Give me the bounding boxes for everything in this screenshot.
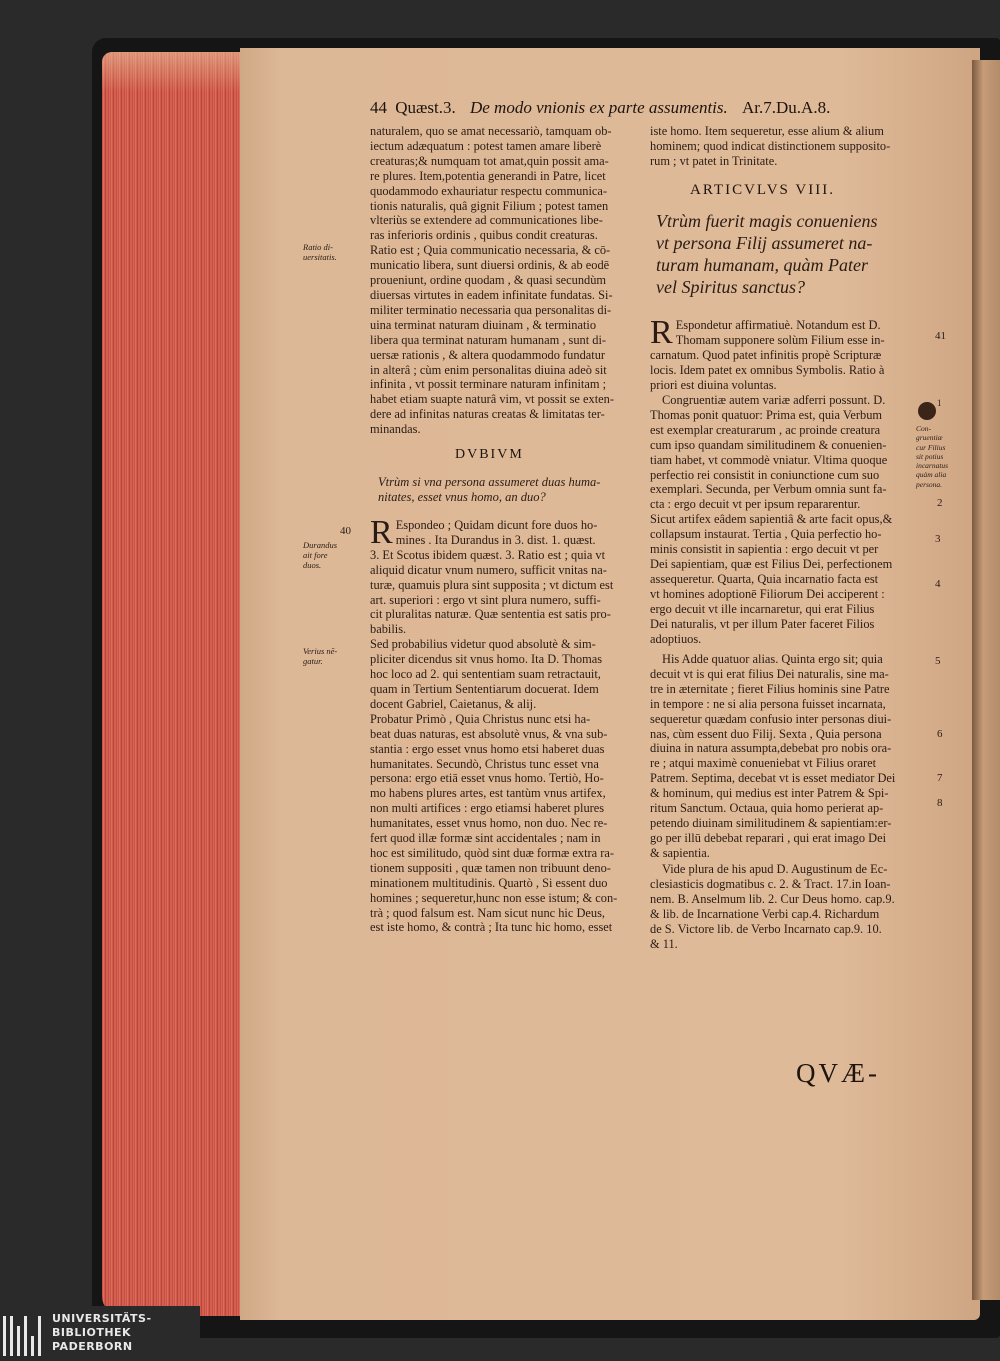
margin-number-6: 6 — [937, 728, 943, 740]
text-line: Thomam supponere solùm Filium esse in- — [675, 332, 885, 347]
article-para-2 — [650, 393, 892, 646]
margin-note-durandus — [303, 540, 337, 570]
text-line: petendo diuinam similitudinem & sapientiam:er- — [650, 815, 892, 830]
margin-line: incarnatus — [916, 461, 949, 471]
text-line: humanitates. Secundò, Christus tunc esset vna — [370, 756, 599, 771]
dubium-dropcap: R — [370, 514, 393, 551]
text-line: libera qua terminat naturam humanam , sunt di- — [370, 332, 607, 347]
article-range: Ar.7.Du.A.8. — [742, 98, 831, 117]
text-line: vt homines adoptionē Filiorum Dei acciperent : — [650, 586, 885, 601]
text-line: beat duas naturas, est absolutè vnus, & vna sub- — [370, 726, 608, 741]
text-line: re plures. Item,potentia generandi in Patre, licet — [370, 168, 606, 183]
question-line: turam humanam, quàm Pater — [656, 255, 868, 275]
margin-number-7: 7 — [937, 772, 943, 784]
para1-lines — [650, 314, 930, 393]
text-line: adoptiuos. — [650, 631, 702, 646]
text-line: Patrem. Septima, decebat vt is esset mediator Dei — [650, 771, 896, 786]
text-line: creaturas;& numquam tot amat,quin possit ama- — [370, 153, 609, 168]
text-line: est iste homo, & contrà ; Ita tunc hic homo, esset — [370, 920, 613, 935]
text-line: uersæ rationis , & altera quodammodo fundatur — [370, 347, 606, 362]
margin-number-3: 3 — [935, 533, 941, 545]
margin-note-congruentia — [916, 424, 948, 489]
dubium-heading: DVBIVM — [455, 447, 524, 462]
fore-edge-highlight — [102, 52, 252, 92]
text-line: Dei naturalis, vt per illum Pater faceret Filios — [650, 616, 875, 631]
text-line: habet etiam suapte naturâ vim, vt possit se exten- — [370, 392, 614, 407]
logo-line: PADERBORN — [52, 1340, 133, 1353]
text-line: babilis. — [370, 622, 407, 637]
right-top-text — [650, 124, 890, 169]
text-line: tionem suppositi , quæ tamen non tribuunt deno- — [370, 860, 611, 875]
article-heading: ARTICVLVS VIII. — [690, 182, 835, 198]
text-line: Ratio est ; Quia communicatio necessaria, & cō- — [370, 243, 611, 258]
running-title: De modo vnionis ex parte assumentis. — [469, 98, 728, 117]
text-line: vlteriùs se extendere ad communicationes libe- — [370, 213, 603, 228]
text-line: aliquid dicatur vnum numero, sufficit vnitas na- — [370, 562, 607, 577]
text-line: infinita , vt possit terminare naturam infinitam ; — [370, 377, 607, 392]
text-line: in alterâ ; cùm enim personalitas diuina adeò sit — [370, 362, 607, 377]
text-line: iectum adæquatum : potest tamen amare liberè — [370, 138, 602, 153]
text-line: turæ, quamuis plura sint supposita ; vt dictum est — [370, 577, 614, 592]
question-line: Vtrùm si vna persona assumeret duas huma- — [378, 475, 601, 489]
text-line: & hominum, qui medius est inter Patrem & Spi- — [650, 786, 889, 801]
text-line: trà ; quod falsum est. Nam sicut nunc hic Deus, — [370, 905, 606, 920]
text-line: ergo decuit vt ille incarnaretur, qui erat Filius — [650, 601, 875, 616]
text-line: militer terminatio necessaria qua personalitas di- — [370, 302, 612, 317]
text-line: & lib. de Incarnatione Verbi cap.4. Richardum — [650, 906, 880, 921]
text-line: go per illū debebat reparari , qui erat imago Dei — [650, 830, 887, 845]
text-line: diuersas virtutes in eadem infinitate fundatas. Si- — [370, 287, 613, 302]
text-line: Dei sapientiam, quæ est Filius Dei, perfectionem — [650, 556, 893, 571]
text-line: sequeretur quædam confusio inter personas diui- — [650, 711, 892, 726]
text-line: in tempore : ne si alia persona fuisset incarnata, — [650, 696, 886, 711]
margin-number-8: 8 — [937, 797, 943, 809]
margin-line: Durandus — [303, 540, 338, 550]
catchword: QVÆ- — [796, 1058, 880, 1088]
margin-line: Verius nē- — [303, 646, 338, 656]
text-line: quodammodo exhauriatur respectu communica- — [370, 183, 608, 198]
text-line: municatio libera, sunt diuersi ordinis, & ab eodē — [370, 258, 610, 273]
margin-line: Con- — [916, 424, 931, 433]
margin-note-verius — [303, 646, 337, 666]
text-line: Probatur Primò , Quia Christus nunc etsi ha- — [370, 711, 591, 726]
margin-line: gruentiæ — [916, 433, 943, 443]
text-line: diuina in natura assumpta,debebat pro nobis ora- — [650, 741, 892, 756]
text-line: tre in æternitate ; fieret Filius hominis sine Patre — [650, 681, 890, 696]
dubium-question — [378, 475, 600, 505]
margin-line: persona. — [916, 479, 943, 489]
article-para-1 — [650, 314, 930, 393]
text-line: 3. Et Scotus ibidem quæst. 3. Ratio est ; quia vt — [370, 547, 606, 562]
question-line: vt persona Filij assumeret na- — [656, 233, 873, 253]
text-line: collapsum instaurat. Tertia , Quia perfectio ho- — [650, 527, 882, 542]
text-line: naturalem, quo se amat necessariò, tamquam ob- — [370, 124, 612, 138]
text-line: Congruentiæ autem variæ adferri possunt. D. — [662, 393, 886, 407]
text-line: ras inferioris ordinis , quibus condit creaturas. — [370, 228, 598, 243]
library-logo-text — [52, 1312, 152, 1354]
margin-line: sit potius — [916, 451, 944, 461]
text-line: hoc est similitudo, quòd sint duæ formæ extra ra- — [370, 845, 614, 860]
question-line: Vtrùm fuerit magis conueniens — [656, 211, 878, 231]
dubium-lines — [370, 514, 640, 935]
text-line: re ; atqui maximè conueniebat vt Filius oraret — [650, 756, 877, 771]
question-line: vel Spiritus sanctus? — [656, 277, 805, 297]
margin-number-41: 41 — [935, 330, 946, 342]
article-question — [656, 210, 877, 298]
margin-line: ait fore — [303, 550, 328, 560]
question-line: nitates, esset vnus homo, an duo? — [378, 489, 546, 504]
text-line: stantia : ergo esset vnus homo etsi haberet duas — [370, 741, 605, 756]
text-line: assequeretur. Quarta, Quia incarnatio facta est — [650, 571, 879, 586]
text-line: homines ; sequeretur,hunc non esse istum; & con- — [370, 890, 618, 905]
facing-page-edge — [972, 60, 1000, 1300]
page-number: 44 — [370, 98, 387, 117]
ink-stain — [918, 402, 936, 420]
text-line: fert quod illæ formæ sint accidentales ; nam in — [370, 831, 601, 846]
text-line: Sed probabilius videtur quod absolutè & sim- — [370, 637, 596, 652]
text-line: quam in Tertium Sententiarum docuerat. Idem — [370, 681, 599, 696]
text-line: decuit vt is qui erat filius Dei naturalis, sine ma- — [650, 666, 889, 681]
text-line: nas, cùm essent duo Filij. Sexta , Quia persona — [650, 726, 882, 741]
text-line: proueniunt, ordine quodam , & quasi secundùm — [370, 273, 607, 288]
text-line: Vide plura de his apud D. Augustinum de Ec- — [662, 862, 888, 876]
text-line: perfectio rei consistit in coniunctione cum suo — [650, 467, 880, 482]
text-line: rum ; vt patet in Trinitate. — [650, 153, 778, 168]
text-line: Sicut artifex eâdem sapientiâ & arte facit opus,& — [650, 512, 893, 527]
margin-number-40: 40 — [340, 525, 351, 537]
margin-line: gatur. — [303, 656, 323, 666]
margin-line: quàm alia — [916, 470, 947, 480]
text-line: pliciter dicendus sit vnus homo. Ita D. Thomas — [370, 652, 603, 667]
text-line: persona: ergo etiā esset vnus homo. Tertiò, Ho- — [370, 771, 604, 786]
logo-line: BIBLIOTHEK — [52, 1326, 132, 1339]
text-line: carnatum. Quod patet infinitis propè Scripturæ — [650, 347, 882, 362]
text-line: ritum Sanctum. Octaua, quia homo perierat ap- — [650, 801, 884, 816]
article-dropcap: R — [650, 314, 673, 351]
text-line: cum ipso quandam similitudinem & conuenien- — [650, 437, 887, 452]
text-line: dere ad infinitas naturas creatas & limitatas ter- — [370, 407, 605, 422]
text-line: hoc loco ad 2. qui sententiam suam retractauit, — [370, 667, 601, 682]
library-logo-icon — [3, 1316, 43, 1356]
text-line: cta : ergo decuit vt per ipsum repararentur. — [650, 497, 861, 512]
text-line: clesiasticis dogmatibus c. 2. & Tract. 17.in Ioan- — [650, 876, 891, 891]
text-line: locis. Idem patet ex omnibus Symbolis. Ratio à — [650, 362, 885, 377]
text-line: minandas. — [370, 422, 421, 437]
margin-line: uersitatis. — [303, 252, 337, 262]
left-intro-text — [370, 124, 614, 437]
text-line: Espondetur affirmatiuè. Notandum est D. — [675, 318, 881, 332]
text-line: art. superiori : ergo vt sint plura numero, suffi- — [370, 592, 601, 607]
text-line: exemplari. Secunda, per Verbum omnia sunt fa- — [650, 482, 887, 497]
margin-line: cur Filius — [916, 442, 946, 452]
text-line: Espondeo ; Quidam dicunt fore duos ho- — [395, 518, 598, 532]
margin-line: duos. — [303, 560, 322, 570]
margin-number-4: 4 — [935, 578, 941, 590]
text-line: de S. Victore lib. de Verbo Incarnato cap.9. 10. — [650, 921, 882, 936]
text-line: humanitates, esset vnus homo, non duo. Nec re- — [370, 816, 608, 831]
text-line: est exemplar creaturarum , ac proinde creatura — [650, 422, 881, 437]
margin-number-2: 2 — [937, 497, 943, 509]
article-para-3 — [650, 652, 895, 861]
text-line: tiam habet, vt commodè vniatur. Vltima quoque — [650, 452, 888, 467]
text-line: cit pluralitas naturæ. Quæ sententia est satis pro- — [370, 607, 611, 622]
text-line: tionis naturalis, quâ gignit Filium ; potest tamen — [370, 198, 609, 213]
text-line: non multi artifices : ergo etiamsi haberet plures — [370, 801, 605, 816]
running-header — [370, 98, 830, 118]
text-line: & 11. — [650, 936, 678, 951]
red-fore-edge — [102, 52, 252, 1316]
text-line: docent Gabriel, Caietanus, & alij. — [370, 696, 537, 711]
text-line: nem. B. Anselmum lib. 2. Cur Deus homo. cap.9. — [650, 891, 895, 906]
text-line: iste homo. Item sequeretur, esse alium & alium — [650, 124, 884, 138]
text-line: hominem; quod indicat distinctionem supposito- — [650, 138, 891, 153]
quaestio-label: Quæst.3. — [395, 98, 456, 117]
text-line: priori est diuina voluntas. — [650, 377, 777, 392]
article-para-4 — [650, 862, 895, 951]
text-line: mines . Ita Durandus in 3. dist. 1. quæst. — [395, 532, 596, 547]
dubium-body — [370, 514, 640, 935]
text-line: mo habens plures artes, est tantùm vnus artifex, — [370, 786, 606, 801]
text-line: & sapientia. — [650, 845, 710, 860]
text-line: Thomas ponit quatuor: Prima est, quia Verbum — [650, 407, 883, 422]
text-line: uina terminat naturam diuinam , & terminatio — [370, 317, 597, 332]
margin-note-ratio — [303, 242, 337, 262]
margin-number-1: 1 — [937, 398, 942, 408]
text-line: His Adde quatuor alias. Quinta ergo sit; quia — [662, 652, 883, 666]
margin-line: Ratio di- — [303, 242, 333, 252]
text-line: minationem multitudinis. Quartò , Si essent duo — [370, 875, 608, 890]
text-line: minis consistit in sapientia : ergo decuit vt per — [650, 542, 879, 557]
margin-number-5: 5 — [935, 655, 941, 667]
logo-line: UNIVERSITÄTS- — [52, 1312, 152, 1325]
